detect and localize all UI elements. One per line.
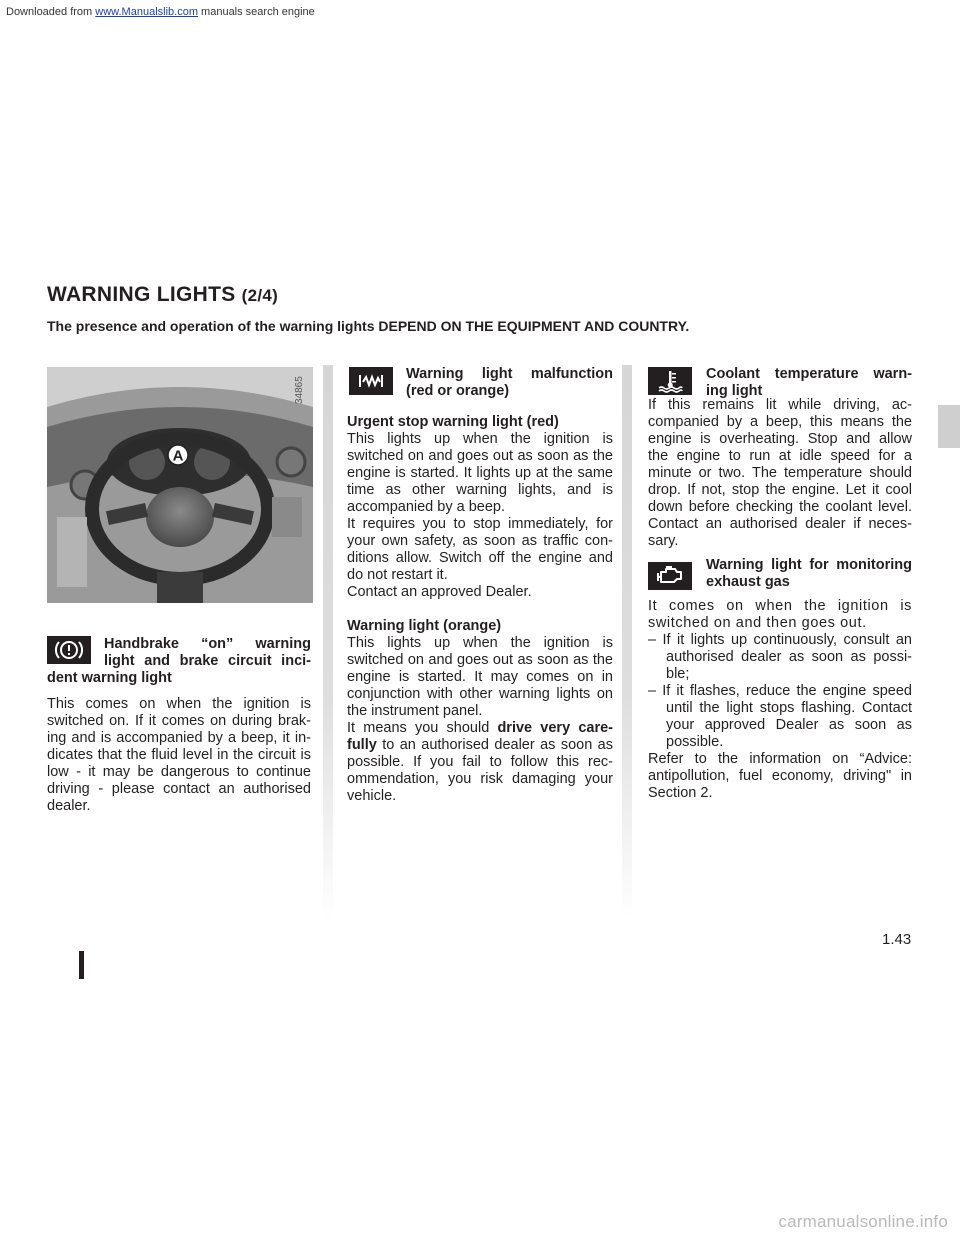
coolant-temperature-icon bbox=[648, 367, 692, 395]
brake-heading-line2: light and brake circuit inci- bbox=[104, 653, 311, 669]
exhaust-body-refer: Refer to the information on “Advice: antipollution, fuel economy, driving" in Section 2. bbox=[648, 751, 912, 801]
column-divider-1 bbox=[323, 365, 333, 920]
coolant-heading-line1: Coolant temperature warn- bbox=[706, 366, 912, 382]
malfunction-heading-line1: Warning light malfunction bbox=[406, 366, 613, 382]
dashboard-photo bbox=[47, 367, 313, 603]
exhaust-heading-line2: exhaust gas bbox=[706, 574, 790, 590]
malfunction-heading-line2: (red or orange) bbox=[406, 383, 510, 399]
brake-warning-icon bbox=[47, 636, 91, 664]
title-part: (2/4) bbox=[241, 286, 279, 305]
orange-p2-pre: It means you should bbox=[347, 720, 498, 736]
page-title bbox=[47, 283, 278, 307]
exhaust-heading bbox=[706, 557, 912, 591]
malfunction-body bbox=[347, 414, 613, 805]
malfunction-warning-icon bbox=[349, 367, 393, 395]
orange-light-title: Warning light (orange) bbox=[347, 618, 502, 634]
malfunction-heading bbox=[406, 366, 613, 400]
coolant-heading bbox=[706, 366, 912, 400]
crop-mark bbox=[79, 951, 84, 979]
urgent-stop-title: Urgent stop warning light (red) bbox=[347, 414, 559, 430]
brake-body: This comes on when the ignition is switched on. If it comes on during brak-ing and is accompanied by a beep, it in-dicates that the fluid level in the circuit is low - it may be dangerous to continue driving - please contact an authorised dealer. bbox=[47, 696, 311, 814]
manualslib-link[interactable]: www.Manualslib.com bbox=[95, 6, 198, 18]
brake-heading-line3: dent warning light bbox=[47, 670, 172, 686]
photo-callout: A bbox=[172, 447, 184, 465]
orange-light-p1: This lights up when the ignition is switched on and goes out as soon as the engine is started. It may comes on in conjunction with other warning lights on the instrument panel. bbox=[347, 635, 613, 719]
section-tab bbox=[938, 405, 960, 448]
urgent-stop-p1: This lights up when the ignition is switched on and goes out as soon as the engine is started. It lights up at the same time as other warning lights, and is accompanied by a beep. bbox=[347, 431, 613, 515]
urgent-stop-p2: It requires you to stop immediately, for your own safety, as soon as traffic con-ditions allow. Switch off the engine and do not restart it. bbox=[347, 516, 613, 583]
exhaust-body-intro: It comes on when the ignition is switched on and then goes out. bbox=[648, 598, 912, 631]
brake-heading bbox=[104, 636, 311, 670]
coolant-body: If this remains lit while driving, ac-companied by a beep, this means the engine is overheating. Stop and allow the engine to run at idle speed for a minute or two. The temperature should drop. If not, stop the engine. Let it cool down before checking the coolant level. Contact an authorised dealer if neces-sary. bbox=[648, 397, 912, 549]
brake-heading-line1: Handbrake “on” warning bbox=[104, 636, 311, 652]
photo-code: 34865 bbox=[294, 376, 305, 404]
download-prefix: Downloaded from bbox=[6, 6, 93, 18]
page-number: 1.43 bbox=[882, 931, 912, 948]
download-source-line bbox=[6, 6, 315, 18]
download-suffix: manuals search engine bbox=[201, 6, 315, 18]
orange-light-p2 bbox=[347, 720, 613, 805]
engine-exhaust-icon bbox=[648, 562, 692, 590]
exhaust-bullet-2: – If it flashes, reduce the engine speed until the light stops flashing. Contact your approved Dealer as soon as possible. bbox=[648, 683, 912, 750]
orange-p2-bold: drive very care-fully bbox=[347, 720, 613, 753]
exhaust-body bbox=[648, 598, 912, 802]
title-main: WARNING LIGHTS bbox=[47, 283, 236, 306]
exhaust-bullet-1: – If it lights up continuously, consult an authorised dealer as soon as possi-ble; bbox=[648, 632, 912, 682]
column-divider-2 bbox=[622, 365, 632, 920]
orange-p2-post: to an authorised dealer as soon as possible. If you fail to follow this rec-ommendation, you risk damaging your vehicle. bbox=[347, 737, 613, 804]
exhaust-heading-line1: Warning light for monitoring bbox=[706, 557, 912, 573]
urgent-stop-p3: Contact an approved Dealer. bbox=[347, 584, 532, 600]
watermark: carmanualsonline.info bbox=[778, 1212, 948, 1231]
coolant-heading-line2: ing light bbox=[706, 383, 763, 399]
page-subtitle: The presence and operation of the warning lights DEPEND ON THE EQUIPMENT AND COUNTRY. bbox=[47, 318, 690, 334]
